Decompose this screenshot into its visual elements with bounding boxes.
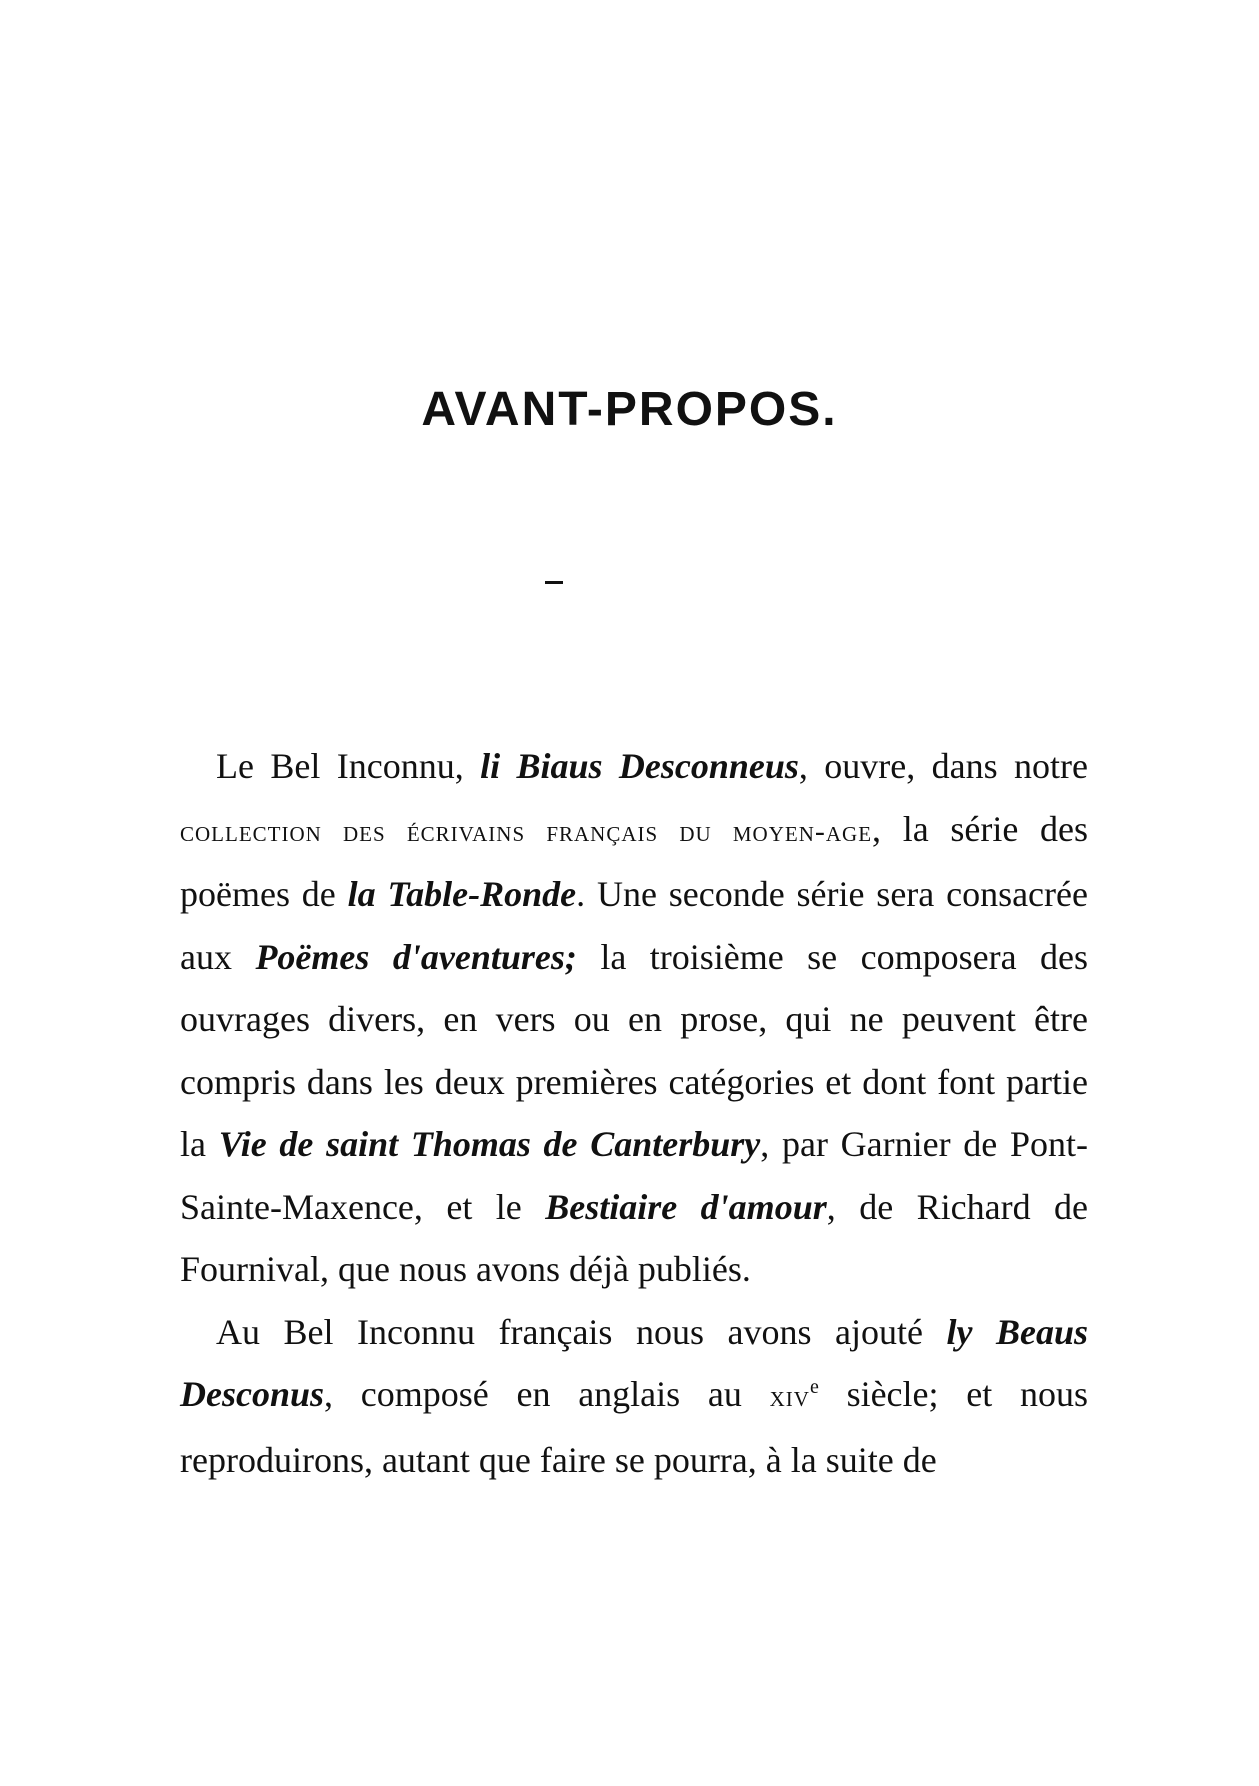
body-text: [180, 735, 1088, 1491]
p1-italic-bestiaire-amour: Bestiaire d'amour: [545, 1186, 827, 1227]
p1-text-7: , de Richard de Fournival, que nous avons déjà publiés.: [180, 1186, 1089, 1289]
paragraph-2: [180, 1301, 1088, 1492]
p2-century: xiv: [769, 1380, 810, 1413]
title-separator-dash: [545, 581, 563, 584]
page-title: AVANT-PROPOS.: [421, 383, 838, 436]
p1-text-1: Le Bel Inconnu,: [216, 746, 481, 786]
p1-text-5: la troisième se composera des ouvrages divers, en vers ou en prose, qui ne peuvent être compris dans les deux premières catégories et dont font partie la: [180, 936, 1089, 1164]
p2-text-1: Au Bel Inconnu français nous avons ajouté: [216, 1311, 947, 1352]
p2-italic-beaus-desconus: ly Beaus Desconus: [180, 1311, 1088, 1414]
p1-italic-table-ronde: la Table-Ronde: [347, 874, 577, 914]
p1-italic-title-biaus-desconneus: li Biaus Desconneus: [480, 746, 799, 786]
paragraph-1: [180, 735, 1088, 1301]
p1-italic-vie-saint-thomas: Vie de saint Thomas de Canterbury: [218, 1124, 761, 1164]
p1-italic-poemes-aventures: Poëmes d'aventures;: [255, 936, 577, 977]
p2-text-3: siècle; et nous reproduirons, autant que faire se pourra, à la suite de: [180, 1374, 1088, 1480]
p2-text-2: , composé en anglais au: [324, 1374, 770, 1414]
p1-text-6: , par Garnier de Pont-Sainte-Maxence, et le: [180, 1124, 1088, 1227]
p1-smallcaps-collection: collection des écrivains français du moyen-age: [180, 814, 873, 848]
p1-text-3: , la série des poëmes de: [180, 808, 1088, 914]
p1-text-2: , ouvre, dans notre: [798, 746, 1088, 786]
p1-text-4: . Une seconde série sera consacrée aux: [180, 874, 1088, 977]
p2-century-superscript: e: [809, 1376, 819, 1398]
